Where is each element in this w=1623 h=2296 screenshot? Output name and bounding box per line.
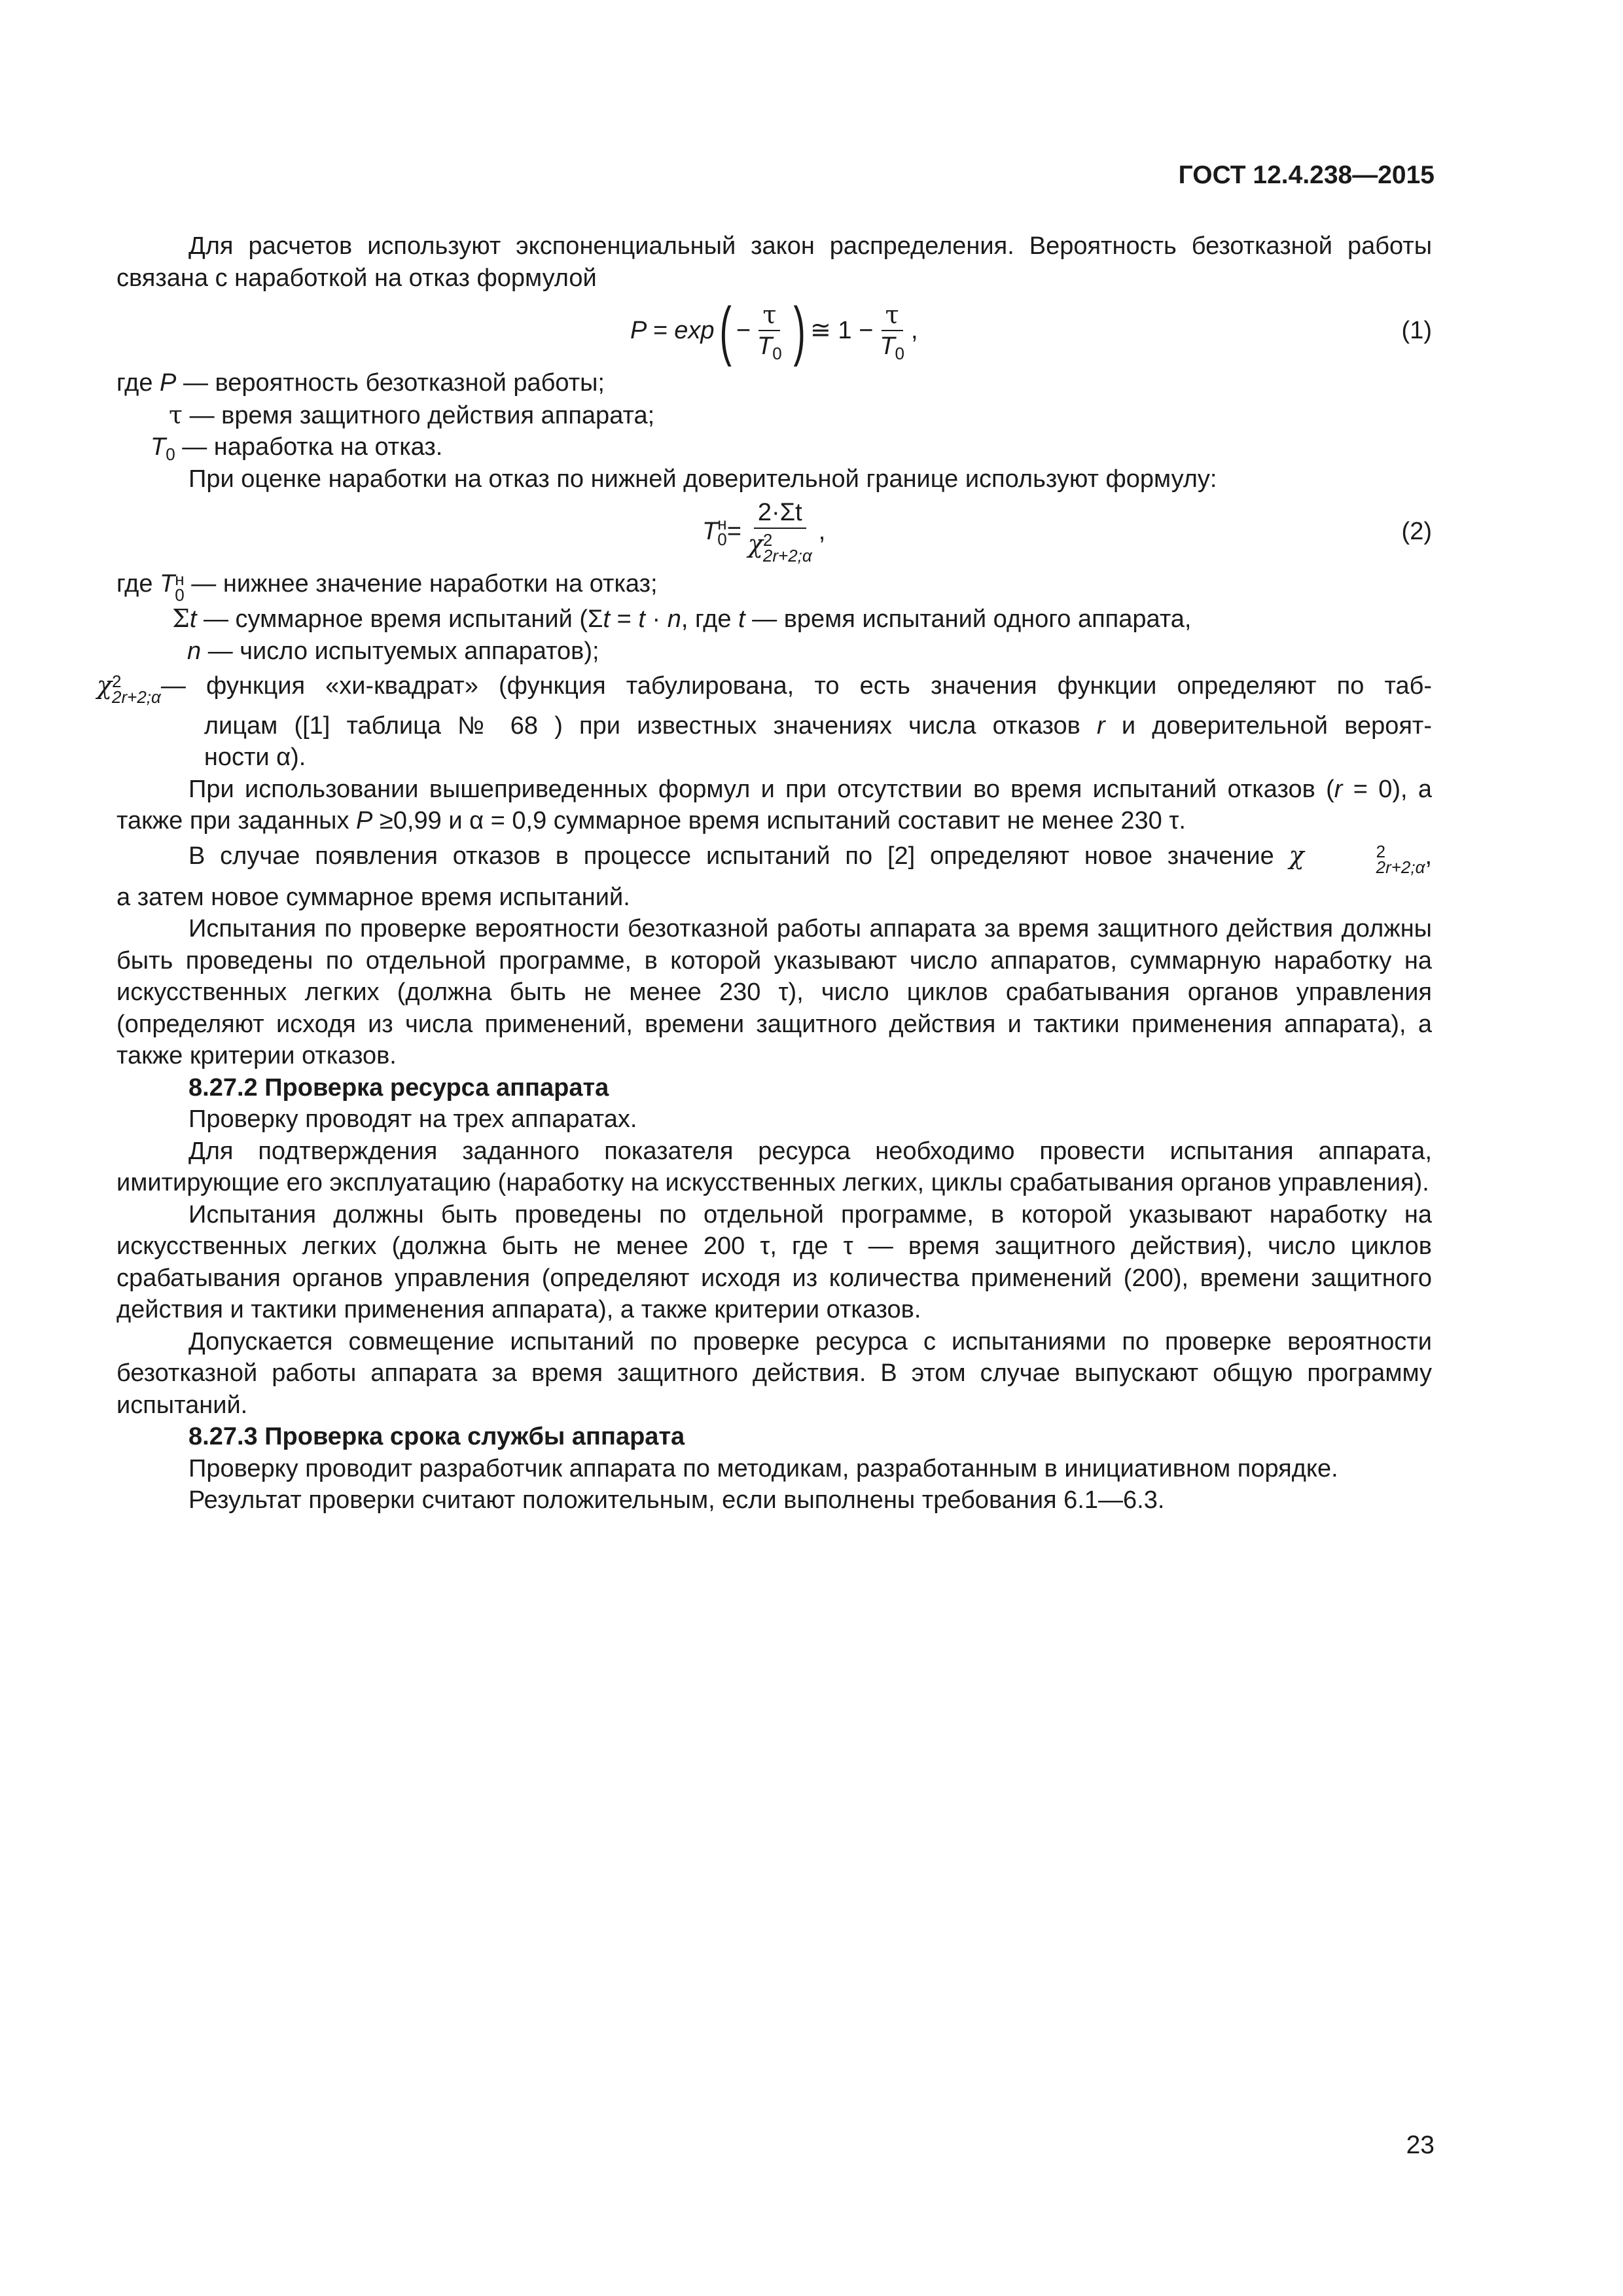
section-2-paragraph-4: Допускается совмещение испытаний по проверке ресурса с испытаниями по проверке вероятности безотказной работы аппарата за время защитного действия. В этом случае выпускают общую программу испытаний. xyxy=(116,1327,1432,1419)
formula-2 xyxy=(116,495,1432,568)
para4-comma: , xyxy=(1425,842,1432,870)
def-chi-line-1: — функция «хи-квадрат» (функция табулирована, то есть значения функции определяют по таб- xyxy=(160,672,1432,700)
para3-text-b: = 0), а также при заданных xyxy=(116,775,1432,834)
symbol-t-small: t xyxy=(738,605,745,633)
superscript-n: н xyxy=(175,569,185,589)
formula-2-number: (2) xyxy=(1401,517,1432,545)
symbol-r: r xyxy=(1334,775,1343,803)
fraction-numerator: τ xyxy=(758,302,780,331)
def-sum-text-e: — время испытаний одного аппарата, xyxy=(745,605,1192,633)
symbol-n: n xyxy=(187,637,202,665)
page-number: 23 xyxy=(1406,2131,1435,2159)
formula-1-minus: − xyxy=(736,316,751,344)
document-body xyxy=(97,230,1432,1516)
para3-text-c: ≥0,99 и α = 0,9 суммарное время испытаний составит не менее 230 τ. xyxy=(372,807,1186,834)
fraction-denominator xyxy=(753,331,786,363)
symbol-p: P xyxy=(356,807,373,834)
standard-code: ГОСТ 12.4.238—2015 xyxy=(1178,161,1435,189)
def-chi-text-2a: лицам ([1] таблица № 68 ) при известных значениях числа отказов xyxy=(204,711,1097,740)
def-chi-line-2 xyxy=(161,710,1432,742)
right-paren: ) xyxy=(793,294,806,367)
def-tau-text: — время защитного действия аппарата; xyxy=(183,401,655,429)
section-3-paragraph-2: Результат проверки считают положительным, если выполнены требования 6.1—6.3. xyxy=(188,1486,1165,1514)
formula-1 xyxy=(116,294,1432,367)
formula-2-expression xyxy=(702,495,825,568)
section-2-paragraph-3: Испытания должны быть проведены по отдельной программе, в которой указывают наработку на искусственных легких (должна быть не менее 200 τ, где τ — время защитного действия), число циклов срабатывания органов управления (определяют исходя из количества применений (200), времени защитного действия и тактики применения аппарата), а также критерии отказов. xyxy=(116,1200,1432,1323)
subscript-zero: 0 xyxy=(175,585,185,605)
fraction-numerator-2: τ xyxy=(882,302,903,331)
def-chi xyxy=(97,670,1432,774)
formula-1-lhs: P = exp xyxy=(630,316,715,344)
symbol-tau: τ xyxy=(169,400,183,429)
def-t0n xyxy=(116,568,1432,603)
subscript-2r2a: 2r+2;α xyxy=(112,687,161,707)
para3-text-a: При использовании вышеприведенных формул и при отсутствии во время испытаний отказов ( xyxy=(188,775,1334,803)
def-sum-t xyxy=(116,603,1432,636)
left-paren: ( xyxy=(719,294,732,367)
chi-sup-sub xyxy=(112,673,161,705)
symbol-chi: χ xyxy=(747,529,763,558)
def-p xyxy=(116,367,1432,399)
chi-sup-sub xyxy=(763,532,812,564)
symbol-sigma: Σ xyxy=(172,604,190,633)
symbol-t: T xyxy=(151,433,166,461)
section-3-paragraph-1: Проверку проводит разработчик аппарата по методикам, разработанным в инициативном порядке. xyxy=(188,1454,1338,1482)
intro-paragraph: Для расчетов используют экспоненциальный закон распределения. Вероятность безотказной работы связана с наработкой на отказ формулой xyxy=(116,232,1432,292)
formula-1-approx: ≅ 1 − xyxy=(810,316,874,344)
paragraph-failures xyxy=(116,840,1432,875)
t-sup-sub xyxy=(175,571,184,603)
subscript-2r2a: 2r+2;α xyxy=(1376,857,1425,877)
symbol-t: T xyxy=(702,517,718,545)
symbol-t-small: t xyxy=(603,605,611,633)
paragraph-calculation xyxy=(116,774,1432,837)
def-tau xyxy=(116,399,1432,432)
section-heading-8-27-2: 8.27.2 Проверка ресурса аппарата xyxy=(188,1073,609,1102)
section-heading-8-27-3: 8.27.3 Проверка срока службы аппарата xyxy=(188,1423,685,1450)
def-sum-text-b: = xyxy=(610,605,639,633)
t-sup-sub xyxy=(717,516,726,547)
def-sum-text-c: · xyxy=(645,605,668,633)
formula-1-number: (1) xyxy=(1401,316,1432,344)
symbol-t-small: t xyxy=(189,605,197,633)
symbol-t: T xyxy=(757,332,773,360)
where-word: где xyxy=(116,369,160,397)
paragraph-lower-bound: При оценке наработки на отказ по нижней доверительной границе используют формулу: xyxy=(188,465,1217,493)
section-2-paragraph-1: Проверку проводят на трех аппаратах. xyxy=(188,1105,637,1133)
symbol-chi: χ xyxy=(97,671,113,700)
fraction-denominator xyxy=(744,529,816,564)
def-sum-text-a: — суммарное время испытаний (Σ xyxy=(196,605,603,633)
def-chi-line-3: ности α). xyxy=(204,744,306,771)
def-p-text: — вероятность безотказной работы; xyxy=(176,369,605,397)
subscript-zero: 0 xyxy=(895,344,904,363)
fraction-numerator: 2·Σt xyxy=(754,499,806,529)
fraction-tau-over-t0-2 xyxy=(876,300,908,363)
superscript-2: 2 xyxy=(762,530,773,550)
def-n-text: — число испытуемых аппаратов); xyxy=(201,637,599,665)
subscript-2r2a: 2r+2;α xyxy=(762,546,812,565)
symbol-p: P xyxy=(160,369,177,397)
subscript-zero: 0 xyxy=(166,444,175,464)
symbol-t-small: t xyxy=(638,605,645,633)
def-sum-text-d: , где xyxy=(681,605,739,633)
symbol-chi: χ xyxy=(1289,840,1304,870)
fraction-tau-over-t0 xyxy=(753,300,786,363)
formula-2-comma: , xyxy=(818,517,826,545)
symbol-n: n xyxy=(667,605,681,633)
def-chi-text-2b: и доверительной вероят- xyxy=(1105,711,1432,740)
subscript-zero: 0 xyxy=(717,529,727,549)
def-n xyxy=(116,636,1432,668)
def-chi-text-block xyxy=(161,670,1432,774)
fraction-sum-over-chi xyxy=(744,499,816,564)
formula-1-comma: , xyxy=(911,316,918,344)
paragraph-reliability-tests: Испытания по проверке вероятности безотказной работы аппарата за время защитного действия должны быть проведены по отдельной программе, в которой указывают число аппаратов, суммарную наработку на искусственных легких (должна быть не менее 230 τ), число циклов срабатывания органов управления (определяют исходя из числа применений, времени защитного действия и тактики применения аппарата), а также критерии отказов. xyxy=(116,915,1432,1069)
def-t0-text: — наработка на отказ. xyxy=(175,433,443,461)
subscript-zero: 0 xyxy=(772,344,782,363)
def-t0 xyxy=(116,431,1432,463)
superscript-2: 2 xyxy=(1376,841,1386,861)
symbol-t: T xyxy=(160,570,175,598)
where-word: где xyxy=(116,570,160,598)
superscript-n: н xyxy=(717,514,727,533)
fraction-denominator-2 xyxy=(876,331,908,363)
def-chi-symbol xyxy=(97,670,161,705)
formula-1-expression xyxy=(630,294,918,367)
superscript-2: 2 xyxy=(112,672,122,691)
symbol-t: T xyxy=(880,332,895,360)
chi-sup-sub xyxy=(1304,841,1425,877)
def-t0n-text: — нижнее значение наработки на отказ; xyxy=(184,570,658,598)
paragraph-failures-cont: а затем новое суммарное время испытаний. xyxy=(116,883,630,911)
section-2-paragraph-2: Для подтверждения заданного показателя ресурса необходимо провести испытания аппарата, имитирующие его эксплуатацию (наработку на искусственных легких, циклы срабатывания органов управления). xyxy=(116,1137,1432,1196)
para4-text-a: В случае появления отказов в процессе испытаний по [2] определяют новое значение xyxy=(188,842,1289,870)
equals-sign: = xyxy=(726,517,741,545)
symbol-r: r xyxy=(1097,711,1105,740)
